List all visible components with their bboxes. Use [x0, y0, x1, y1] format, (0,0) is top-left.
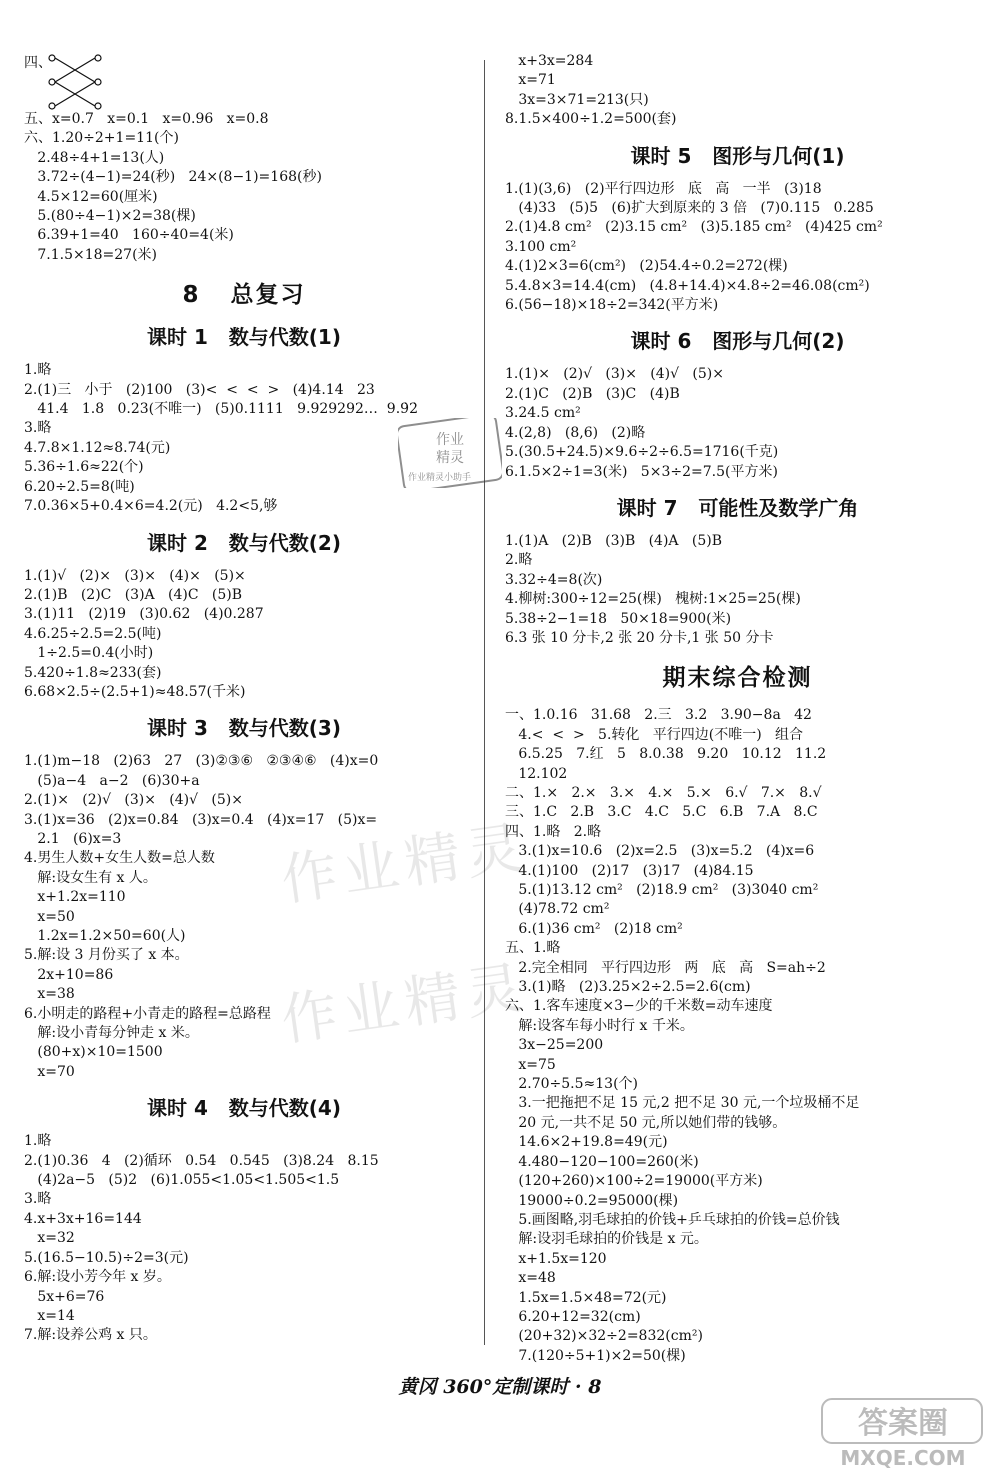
answer-line: 19000÷0.2=95000(棵)	[505, 1192, 679, 1209]
answer-line: x+1.2x=110	[24, 889, 126, 906]
exam-lines	[505, 706, 970, 1366]
right-top-lines	[505, 52, 970, 130]
stamp-line1: 作业	[436, 432, 464, 448]
answer-line: 6.小明走的路程+小青走的路程=总路程	[24, 1005, 271, 1022]
answer-line: 8.1.5×400÷1.2=500(套)	[505, 111, 677, 128]
answer-line: 1.(1)√ (2)× (3)× (4)× (5)×	[24, 567, 246, 584]
answer-line: 4.(1)100 (2)17 (3)17 (4)84.15	[505, 862, 754, 879]
watermark: 作业精灵	[277, 955, 532, 1054]
stamp-line3: 作业精灵小助手	[408, 473, 472, 483]
answer-line: 2.(1)C (2)B (3)C (4)B	[505, 385, 680, 402]
answer-line: 1.(1)× (2)√ (3)× (4)√ (5)×	[505, 366, 724, 383]
answer-line: (80+x)×10=1500	[24, 1044, 163, 1061]
answer-line: 四、1.略 2.略	[505, 823, 602, 840]
site-logo	[818, 1395, 988, 1471]
answer-line: 2.(1)4.8 cm² (2)3.15 cm² (3)5.185 cm² (4)425 cm²	[505, 219, 883, 236]
matching-label: 四、	[24, 55, 52, 71]
logo-url: MXQE.COM	[840, 1446, 966, 1470]
matching-diagram	[24, 52, 464, 110]
answer-line: 4.5×12=60(厘米)	[24, 188, 158, 205]
answer-line: x+1.5x=120	[505, 1250, 607, 1267]
answer-line: 3.72÷(4−1)=24(秒) 24×(8−1)=168(秒)	[24, 169, 322, 186]
answer-line: 2x+10=86	[24, 966, 114, 983]
answer-line: 六、1.20÷2+1=11(个)	[24, 130, 179, 147]
lesson-title: 课时 6 图形与几何(2)	[630, 329, 845, 354]
lesson-title: 课时 2 数与代数(2)	[147, 530, 341, 555]
answer-line: (5)a−4 a−2 (6)30+a	[24, 772, 200, 789]
answer-line: 1.2x=1.2×50=60(人)	[24, 928, 186, 944]
answer-line: 3.(1)x=36 (2)x=0.84 (3)x=0.4 (4)x=17 (5)x=	[24, 811, 378, 828]
answer-line: 7.1.5×18=27(米)	[24, 246, 157, 263]
answer-line: 二、1.× 2.× 3.× 4.× 5.× 6.√ 7.× 8.√	[505, 784, 822, 801]
answer-line: 3.24.5 cm²	[505, 405, 581, 422]
answer-line: 4.7.8×1.12≈8.74(元)	[24, 439, 171, 456]
answer-line: 2.略	[505, 552, 533, 569]
page-footer: 黄冈 360°定制课时 · 8	[398, 1376, 602, 1398]
answer-line: 4.男生人数+女生人数=总人数	[24, 850, 215, 867]
answer-line: 5.解:设 3 月份买了 x 本。	[24, 947, 189, 964]
answer-line: 1.(1)m−18 (2)63 27 (3)②③⑥ ②③④⑥ (4)x=0	[24, 753, 379, 770]
answer-line: 6.1.5×2÷1=3(米) 5×3÷2=7.5(平方米)	[505, 463, 778, 480]
answer-line: 4.柳树:300÷12=25(棵) 槐树:1×25=25(棵)	[505, 591, 801, 608]
answer-line: 5.4.8×3=14.4(cm) (4.8+14.4)×4.8÷2=46.08(cm²)	[505, 277, 870, 294]
answer-line: x=48	[505, 1270, 556, 1287]
answer-line: 1.略	[24, 1133, 52, 1150]
answer-line: 2.48÷4+1=13(人)	[24, 149, 165, 166]
answer-line: 2.(1)B (2)C (3)A (4)C (5)B	[24, 586, 243, 603]
answer-line: 2.(1)× (2)√ (3)× (4)√ (5)×	[24, 792, 243, 809]
answer-line: 2.(1)0.36 4 (2)循环 0.5̇4̇ 0.545 (3)8.24 8.15	[24, 1152, 379, 1169]
answer-line: x=71	[505, 72, 556, 89]
answer-line: 三、1.C 2.B 3.C 4.C 5.C 6.B 7.A 8.C	[505, 804, 818, 821]
answer-line: 1.5x=1.5×48=72(元)	[505, 1289, 667, 1306]
answer-line: 1.(1)(3,6) (2)平行四边形 底 高 一半 (3)18	[505, 180, 822, 197]
answer-line: 5x+6=76	[24, 1288, 105, 1305]
lesson-title: 课时 1 数与代数(1)	[147, 325, 341, 350]
answer-line: 五、x=0.7 x=0.1 x=0.96 x=0.8	[24, 111, 269, 127]
answer-line: 3.一把拖把不足 15 元,2 把不足 30 元,一个垃圾桶不足	[505, 1095, 860, 1112]
lesson-title: 课时 7 可能性及数学广角	[616, 495, 859, 520]
answer-line: 3.100 cm²	[505, 238, 577, 255]
answer-line: 6.3 张 10 分卡,2 张 20 分卡,1 张 50 分卡	[505, 629, 774, 646]
answer-line: 4.480−120−100=260(米)	[505, 1153, 699, 1170]
answer-line: x=50	[24, 908, 75, 925]
answer-line: x+3x=284	[505, 53, 594, 69]
answer-line: 2.70÷5.5≈13(个)	[505, 1076, 638, 1093]
answer-line: 6.68×2.5÷(2.5+1)≈48.57(千米)	[24, 683, 246, 700]
answer-line: 6.解:设小芳今年 x 岁。	[24, 1269, 171, 1286]
answer-line: (4)33 (5)5 (6)扩大到原来的 3 倍 (7)0.115 0.285	[505, 200, 874, 217]
answer-line: 12.102	[505, 765, 568, 782]
answer-line: x=14	[24, 1307, 75, 1324]
answer-line: 4.6.25÷2.5=2.5(吨)	[24, 625, 162, 642]
answer-line: 2.1 (6)x=3	[24, 830, 122, 847]
answer-line: 5.(30.5+24.5)×9.6÷2÷6.5=1716(千克)	[505, 444, 779, 461]
answer-line: 3.略	[24, 1191, 52, 1208]
watermark: 作业精灵	[277, 815, 532, 914]
answer-line: 3.(1)11 (2)19 (3)0.62 (4)0.287	[24, 606, 264, 623]
lesson-title: 课时 3 数与代数(3)	[147, 716, 341, 741]
answer-line: 3.(1)x=10.6 (2)x=2.5 (3)x=5.2 (4)x=6	[505, 843, 815, 860]
chapter-title: 8 总复习	[182, 282, 306, 309]
answer-line: 解:设小青每分钟走 x 米。	[24, 1025, 199, 1042]
answer-line: 1÷2.5=0.4(小时)	[24, 645, 154, 662]
answer-line: 解:设羽毛球拍的价钱是 x 元。	[505, 1231, 708, 1248]
answer-line: 5.(80÷4−1)×2=38(棵)	[24, 208, 196, 225]
answer-line: 解:设女生有 x 人。	[24, 869, 157, 886]
answer-line: 7.(120÷5+1)×2=50(棵)	[505, 1347, 686, 1364]
answer-line: 2.(1)三 小于 (2)100 (3)< < < > (4)4.14 23	[24, 381, 375, 398]
column-divider	[484, 60, 485, 1345]
answer-line: 6.5.25 7.红 5 8.0.38 9.20 10.12 11.2	[505, 746, 827, 763]
stamp-seal	[398, 418, 502, 488]
lesson-title: 课时 5 图形与几何(1)	[630, 143, 845, 168]
answer-line: 5.36÷1.6≈22(个)	[24, 459, 144, 476]
matching-lines	[46, 54, 106, 110]
answer-line: (20+32)×32÷2=832(cm²)	[505, 1328, 703, 1345]
answer-line: 4.x+3x+16=144	[24, 1210, 142, 1227]
answer-line: x=70	[24, 1063, 75, 1080]
answer-line: 14.6×2+19.8=49(元)	[505, 1134, 668, 1151]
answer-line: 1.略	[24, 362, 52, 379]
answer-line: 5.画图略,羽毛球拍的价钱+乒乓球拍的价钱=总价钱	[505, 1211, 840, 1228]
left-column	[24, 52, 464, 1346]
answer-line: 3.32÷4=8(次)	[505, 571, 603, 588]
answer-line: 5.(16.5−10.5)÷2=3(元)	[24, 1249, 189, 1266]
answer-line: 4.< < > 5.转化 平行四边(不唯一) 组合	[505, 726, 804, 743]
answer-line: 一、1.0.16 31.68 2.三 3.2 3.90−8a 42	[505, 707, 812, 724]
answer-line: 4.(1)2×3=6(cm²) (2)54.4÷0.2=272(棵)	[505, 258, 788, 275]
answer-line: 1.(1)A (2)B (3)B (4)A (5)B	[505, 532, 722, 549]
answer-line: 解:设客车每小时行 x 千米。	[505, 1017, 694, 1034]
answer-line: 6.20÷2.5=8(吨)	[24, 478, 135, 495]
answer-line: 2.完全相同 平行四边形 两 底 高 S=ah÷2	[505, 959, 826, 976]
answer-line: (120+260)×100÷2=19000(平方米)	[505, 1173, 763, 1190]
answer-line: 6.39+1=40 160÷40=4(米)	[24, 227, 234, 244]
answer-line: 4.(2,8) (8,6) (2)略	[505, 424, 646, 441]
answer-line: 7.0.36×5+0.4×6=4.2(元) 4.2<5,够	[24, 498, 278, 515]
answer-line: 3x=3×71=213(只)	[505, 91, 649, 108]
answer-line: 六、1.客车速度×3−少的千米数=动车速度	[505, 998, 773, 1015]
right-sections	[505, 142, 970, 649]
stamp-line2: 精灵	[436, 450, 464, 466]
answer-line: 20 元,一共不足 50 元,所以她们带的钱够。	[505, 1114, 787, 1131]
answer-line: x=75	[505, 1056, 556, 1073]
logo-text: 答案圈	[858, 1406, 948, 1441]
answer-line: 41.4 1.8 0.23(不唯一) (5)0.1111 9.929292… 9.9̇2̇	[24, 401, 418, 418]
answer-line: 6.(1)36 cm² (2)18 cm²	[505, 920, 683, 937]
answer-line: 6.(56−18)×18÷2=342(平方米)	[505, 297, 719, 314]
left-top-lines	[24, 110, 464, 265]
answer-line: 7.解:设养公鸡 x 只。	[24, 1327, 157, 1344]
answer-line: 3.(1)略 (2)3.25×2÷2.5=2.6(cm)	[505, 979, 751, 996]
answer-line: 5.(1)13.12 cm² (2)18.9 cm² (3)3040 cm²	[505, 882, 819, 898]
answer-line: x=32	[24, 1230, 75, 1247]
answer-line: 3.略	[24, 420, 52, 437]
answer-line: 五、1.略	[505, 940, 561, 957]
exam-title: 期末综合检测	[662, 665, 813, 692]
answer-line: x=38	[24, 986, 75, 1003]
answer-line: 5.420÷1.8≈233(套)	[24, 664, 162, 681]
answer-line: (4)2a−5 (5)2 (6)1.05̇5̇<1.0̇5̇<1.505<1.5̇	[24, 1172, 340, 1189]
answer-line: 5.38÷2−1=18 50×18=900(米)	[505, 610, 732, 627]
answer-line: (4)78.72 cm²	[505, 901, 610, 918]
right-column	[505, 52, 970, 1366]
lesson-title: 课时 4 数与代数(4)	[147, 1096, 341, 1121]
answer-line: 3x−25=200	[505, 1037, 604, 1054]
answer-line: 6.20+12=32(cm)	[505, 1308, 641, 1325]
